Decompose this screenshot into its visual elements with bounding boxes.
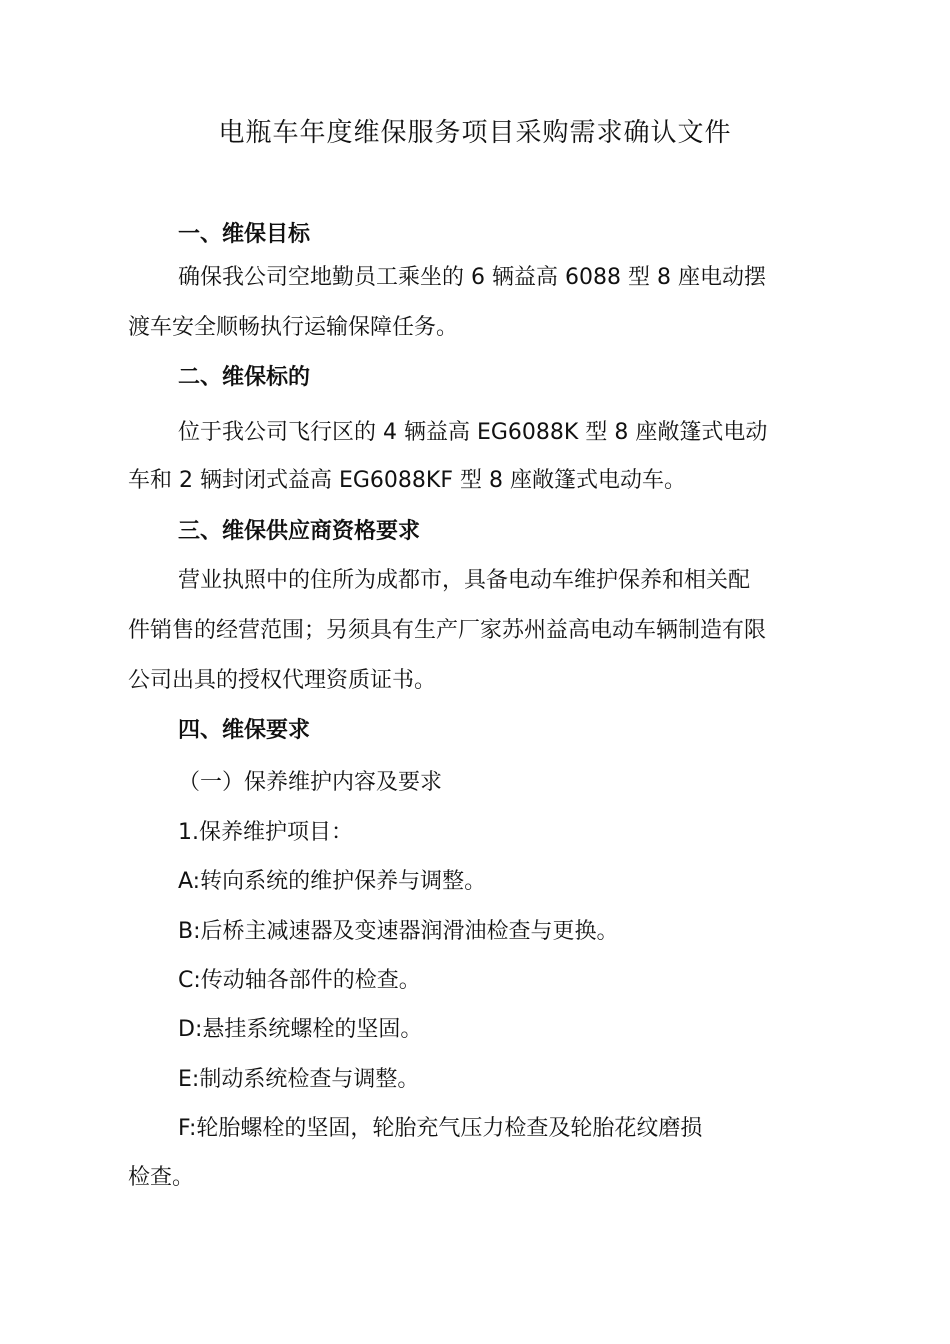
paragraph-line: 营业执照中的住所为成都市，具备电动车维护保养和相关配 [178, 568, 751, 593]
paragraph-line: 确保我公司空地勤员工乘坐的 6 辆益高 6088 型 8 座电动摆 [178, 265, 766, 290]
paragraph-line: 渡车安全顺畅执行运输保障任务。 [128, 315, 459, 340]
section-heading-target: 二、维保标的 [178, 365, 311, 390]
list-item: C:传动轴各部件的检查。 [178, 968, 421, 993]
subheading: （一）保养维护内容及要求 [178, 770, 443, 795]
paragraph-line: 车和 2 辆封闭式益高 EG6088KF 型 8 座敞篷式电动车。 [128, 468, 686, 493]
section-heading-goal: 一、维保目标 [178, 222, 311, 247]
document-title: 电瓶车年度维保服务项目采购需求确认文件 [218, 118, 732, 148]
list-item: E:制动系统检查与调整。 [178, 1067, 420, 1092]
paragraph-line: 检查。 [128, 1165, 195, 1190]
section-heading-requirements: 四、维保要求 [178, 718, 311, 743]
item-list-title: 1.保养维护项目： [178, 820, 353, 845]
list-item: B:后桥主减速器及变速器润滑油检查与更换。 [178, 919, 619, 944]
list-item: D:悬挂系统螺栓的坚固。 [178, 1017, 423, 1042]
paragraph-line: 位于我公司飞行区的 4 辆益高 EG6088K 型 8 座敞篷式电动 [178, 420, 768, 445]
list-item: A:转向系统的维护保养与调整。 [178, 869, 487, 894]
section-heading-qualification: 三、维保供应商资格要求 [178, 519, 421, 544]
paragraph-line: 公司出具的授权代理资质证书。 [128, 668, 437, 693]
list-item: F:轮胎螺栓的坚固，轮胎充气压力检查及轮胎花纹磨损 [178, 1116, 703, 1141]
paragraph-line: 件销售的经营范围；另须具有生产厂家苏州益高电动车辆制造有限 [128, 618, 767, 643]
